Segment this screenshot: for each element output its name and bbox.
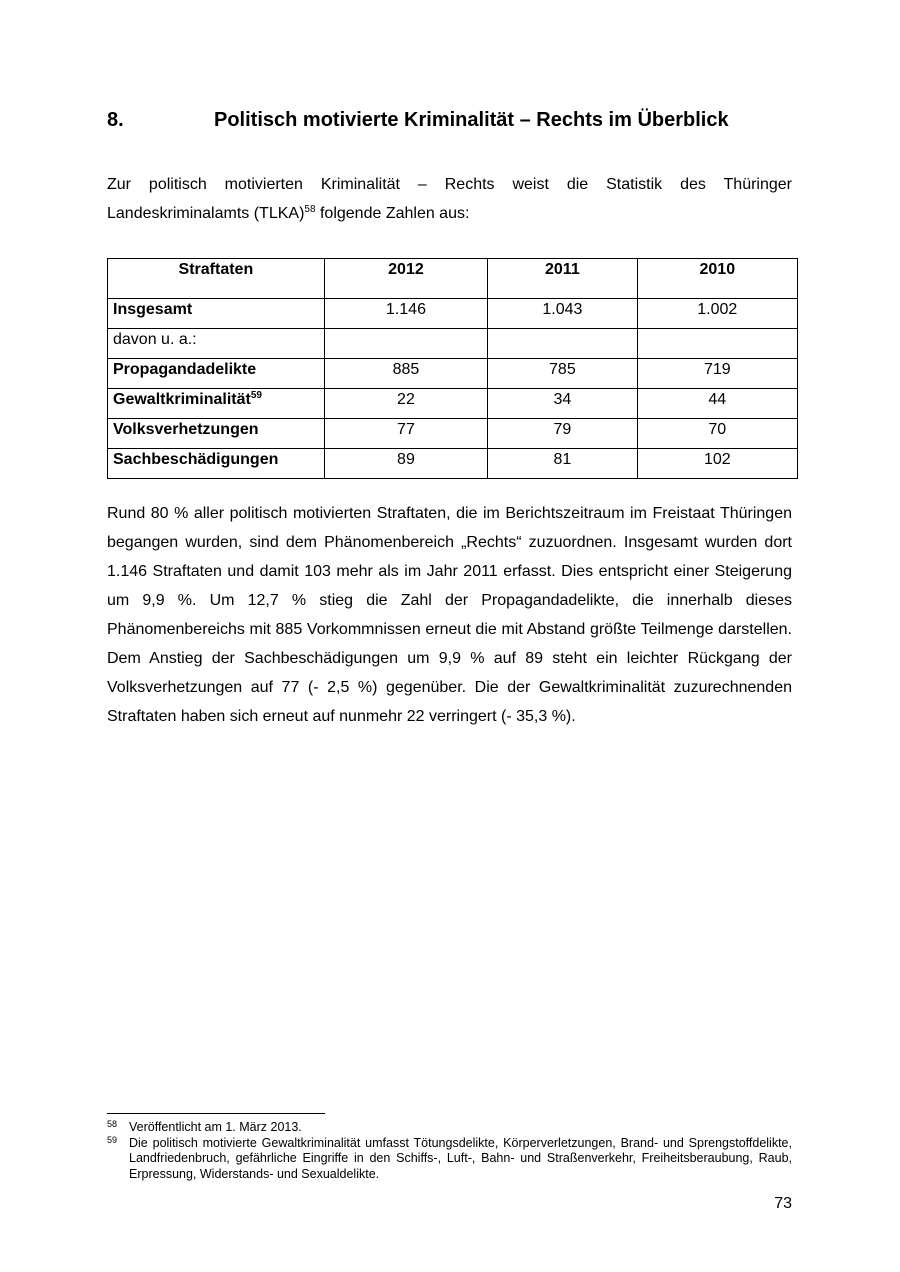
section-title: Politisch motivierte Kriminalität – Rechts im Überblick bbox=[214, 109, 729, 131]
row-label-text: Propagandadelikte bbox=[113, 361, 257, 378]
value-cell: 81 bbox=[488, 449, 637, 479]
value-cell: 79 bbox=[488, 419, 637, 449]
row-label bbox=[108, 329, 325, 359]
value-cell: 89 bbox=[324, 449, 487, 479]
table-row bbox=[108, 299, 798, 329]
footnote-number: 59 bbox=[107, 1134, 118, 1145]
header-2010: 2010 bbox=[637, 259, 797, 299]
footnote-59 bbox=[107, 1136, 792, 1183]
value-cell: 34 bbox=[488, 389, 637, 419]
value-cell: 102 bbox=[637, 449, 797, 479]
table-row bbox=[108, 359, 798, 389]
footnote-separator bbox=[107, 1113, 325, 1114]
table-row bbox=[108, 419, 798, 449]
intro-text-before: Zur politisch motivierten Kriminalität – Rechts weist die Statistik des Thüringer Landeskriminalamts (TLKA) bbox=[107, 176, 792, 222]
footnote-ref-59[interactable]: 59 bbox=[250, 390, 262, 401]
value-cell: 785 bbox=[488, 359, 637, 389]
footnote-text: Veröffentlicht am 1. März 2013. bbox=[129, 1120, 302, 1134]
intro-text-after: folgende Zahlen aus: bbox=[315, 205, 470, 222]
footnote-58 bbox=[107, 1120, 792, 1136]
value-cell: 1.002 bbox=[637, 299, 797, 329]
value-cell: 44 bbox=[637, 389, 797, 419]
header-offenses: Straftaten bbox=[108, 259, 325, 299]
header-2011: 2011 bbox=[488, 259, 637, 299]
row-label-text: Gewaltkriminalität bbox=[113, 391, 251, 408]
row-label-text: Sachbeschädigungen bbox=[113, 451, 279, 468]
value-cell bbox=[637, 329, 797, 359]
footnote-text: Die politisch motivierte Gewaltkriminalität umfasst Tötungsdelikte, Körperverletzungen, Brand- und Sprengstoffdelikte, Landfriedenbruch, gefährliche Eingriffe in den Schiffs-, Luft-, Bahn- und Straßenverkehr, Freiheitsberaubung, Raub, Erpressung, Widerstands- und Sexualdelikte. bbox=[129, 1135, 792, 1181]
row-label-text: Volksverhetzungen bbox=[113, 421, 259, 438]
value-cell: 1.043 bbox=[488, 299, 637, 329]
table-row bbox=[108, 449, 798, 479]
crime-statistics-table bbox=[107, 258, 798, 479]
page-number: 73 bbox=[774, 1195, 792, 1212]
footnote-number: 58 bbox=[107, 1119, 118, 1129]
body-paragraph: Rund 80 % aller politisch motivierten Straftaten, die im Berichtszeitraum im Freistaat Thüringen begangen wurden, sind dem Phänomenbereich „Rechts“ zuzuordnen. Insgesamt wurden dort 1.146 Straftaten und damit 103 mehr als im Jahr 2011 erfasst. Dies entspricht einer Steigerung um 9,9 %. Um 12,7 % stieg die Zahl der Propagandadelikte, die innerhalb dieses Phänomenbereichs mit 885 Vorkommnissen erneut die mit Abstand größte Teilmenge darstellen. Dem Anstieg der Sachbeschädigungen um 9,9 % auf 89 steht ein leichter Rückgang der Volksverhetzungen auf 77 (- 2,5 %) gegenüber. Die der Gewaltkriminalität zuzurechnenden Straftaten haben sich erneut auf nunmehr 22 verringert (- 35,3 %). bbox=[107, 505, 792, 725]
table-header-row bbox=[108, 259, 798, 299]
intro-paragraph bbox=[107, 170, 792, 228]
value-cell: 77 bbox=[324, 419, 487, 449]
value-cell bbox=[488, 329, 637, 359]
value-cell: 22 bbox=[324, 389, 487, 419]
row-label bbox=[108, 359, 325, 389]
header-2012: 2012 bbox=[324, 259, 487, 299]
table-row bbox=[108, 329, 798, 359]
value-cell: 719 bbox=[637, 359, 797, 389]
row-label bbox=[108, 389, 325, 419]
row-label bbox=[108, 449, 325, 479]
row-label-text: Insgesamt bbox=[113, 301, 193, 318]
section-number: 8. bbox=[107, 109, 124, 131]
table-row bbox=[108, 389, 798, 419]
value-cell bbox=[324, 329, 487, 359]
value-cell: 70 bbox=[637, 419, 797, 449]
row-label bbox=[108, 419, 325, 449]
footnotes bbox=[107, 1120, 792, 1182]
value-cell: 885 bbox=[324, 359, 487, 389]
footnote-ref-58[interactable]: 58 bbox=[304, 204, 316, 215]
value-cell: 1.146 bbox=[324, 299, 487, 329]
row-label-text: davon u. a.: bbox=[113, 331, 197, 348]
row-label bbox=[108, 299, 325, 329]
